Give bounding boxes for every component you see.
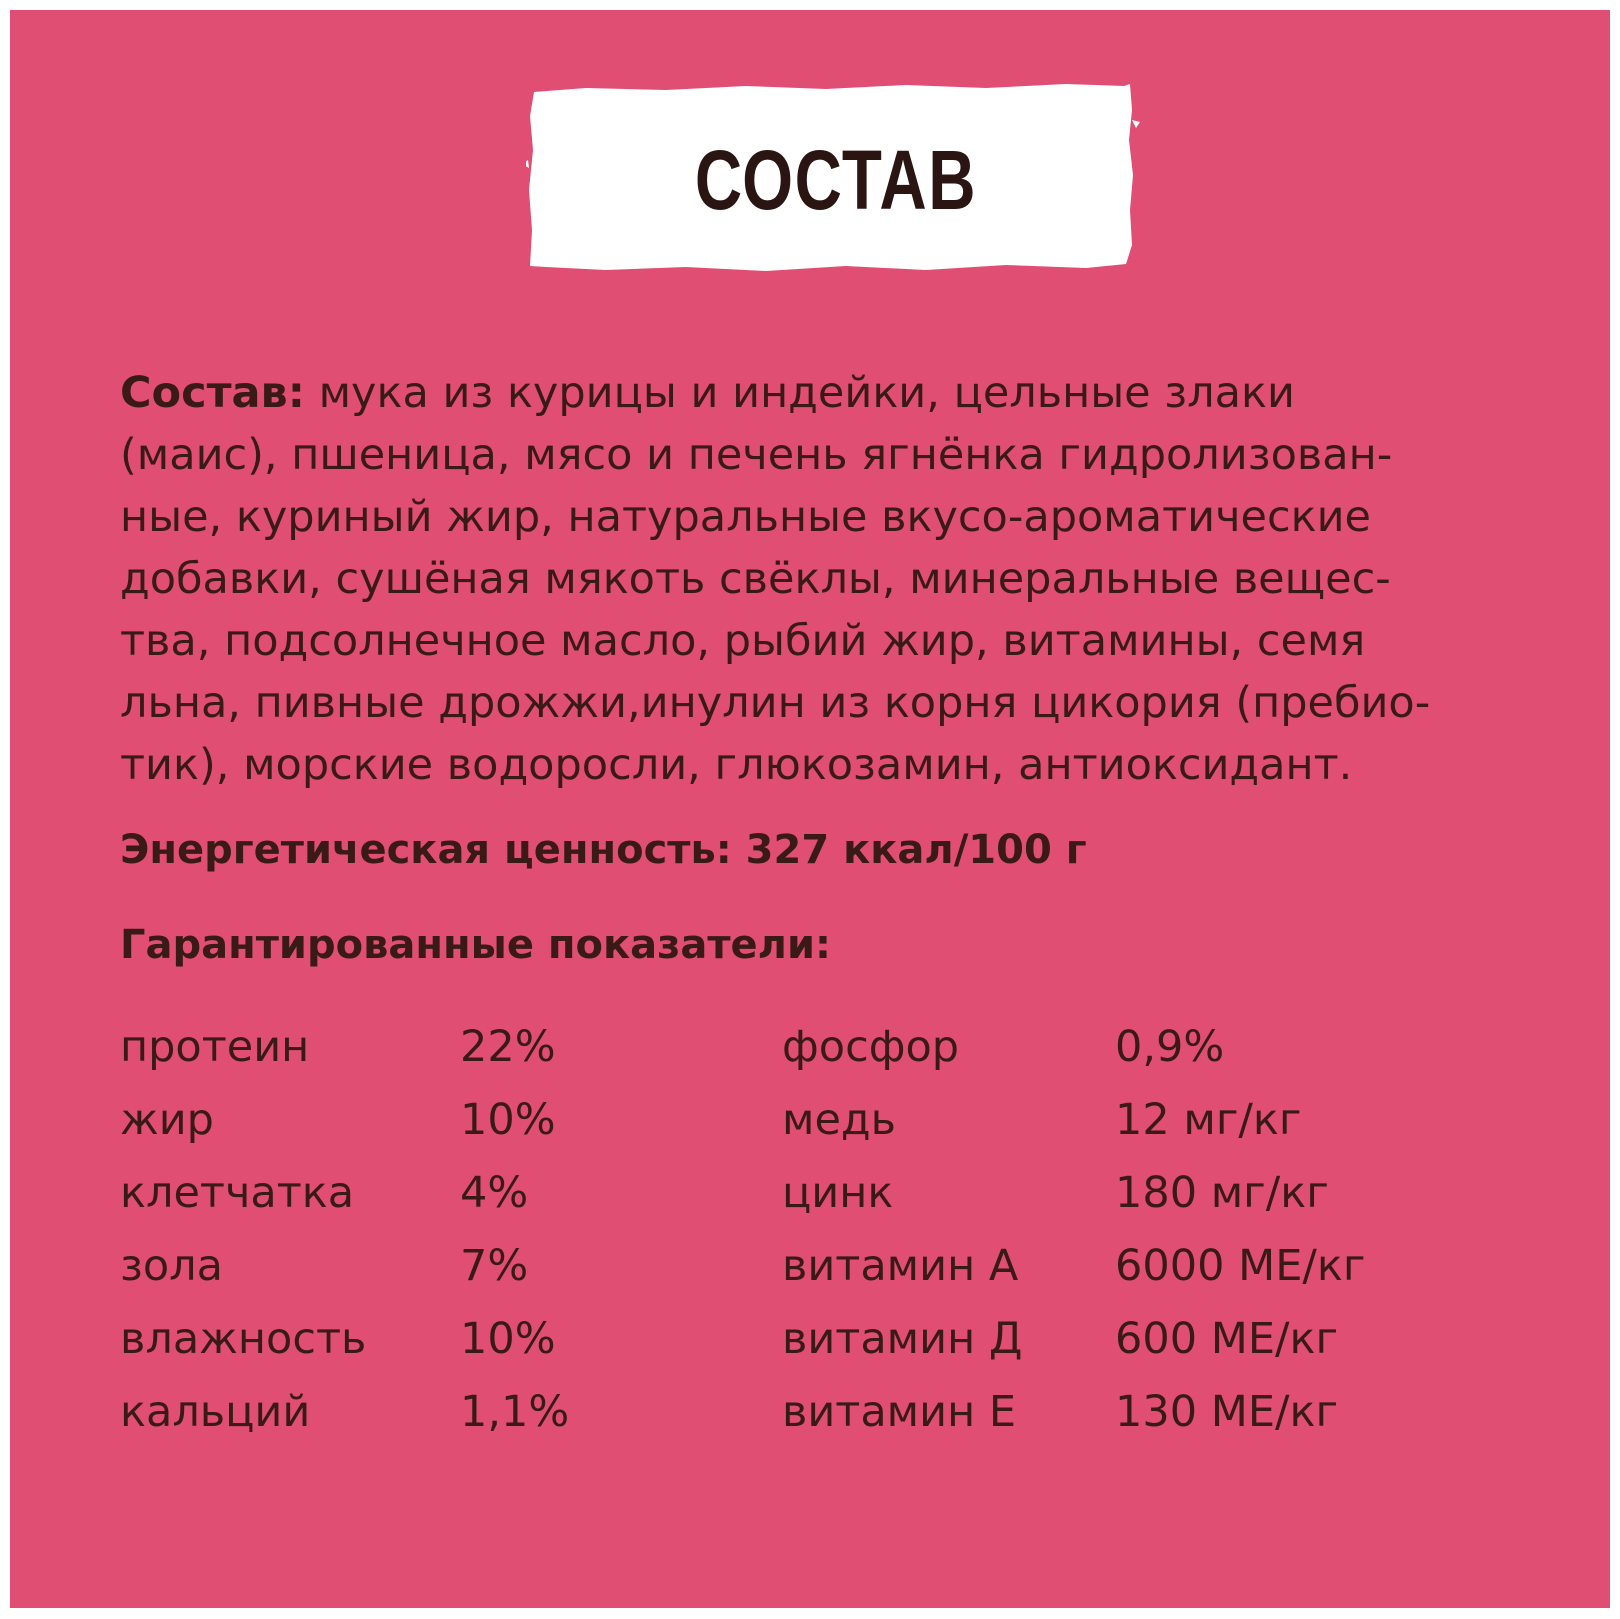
composition-paragraph [120, 362, 1540, 796]
composition-label: Состав: [120, 368, 305, 418]
indicator-value: 22% [460, 1022, 556, 1072]
indicator-name: цинк [782, 1168, 894, 1218]
indicator-row [120, 1376, 1540, 1449]
indicator-name: зола [120, 1241, 224, 1291]
indicator-row [120, 1303, 1540, 1376]
indicator-value: 6000 МЕ/кг [1115, 1241, 1366, 1291]
indicator-name: витамин Д [782, 1314, 1023, 1364]
indicator-value: 10% [460, 1095, 556, 1145]
indicator-value: 12 мг/кг [1115, 1095, 1302, 1145]
indicator-row [120, 1157, 1540, 1230]
composition-line [120, 362, 1540, 424]
indicator-name: кальций [120, 1387, 311, 1437]
page-title: СОСТАВ [694, 132, 978, 227]
indicators-table [120, 1011, 1540, 1449]
indicator-value: 130 МЕ/кг [1115, 1387, 1339, 1437]
indicator-row [120, 1084, 1540, 1157]
composition-line: тик), морские водоросли, глюкозамин, антиоксидант. [120, 740, 1353, 790]
composition-line: ные, куриный жир, натуральные вкусо-ароматические [120, 492, 1371, 542]
indicator-name: медь [782, 1095, 896, 1145]
indicator-value: 7% [460, 1241, 529, 1291]
indicator-row [120, 1011, 1540, 1084]
title-banner [526, 80, 1146, 280]
composition-line: тва, подсолнечное масло, рыбий жир, витамины, семя [120, 616, 1366, 666]
composition-line: (маис), пшеница, мясо и печень ягнёнка гидролизован- [120, 430, 1393, 480]
indicator-name: протеин [120, 1022, 310, 1072]
indicator-name: жир [120, 1095, 214, 1145]
indicator-name: фосфор [782, 1022, 960, 1072]
indicator-value: 4% [460, 1168, 529, 1218]
indicator-value: 1,1% [460, 1387, 570, 1437]
indicator-name: витамин Е [782, 1387, 1017, 1437]
composition-line: добавки, сушёная мякоть свёклы, минеральные вещес- [120, 554, 1391, 604]
indicator-value: 180 мг/кг [1115, 1168, 1329, 1218]
composition-line: льна, пивные дрожжи,инулин из корня цикория (пребио- [120, 678, 1431, 728]
indicator-name: клетчатка [120, 1168, 355, 1218]
product-info-panel [10, 10, 1610, 1608]
composition-text: мука из курицы и индейки, цельные злаки [304, 368, 1295, 418]
guaranteed-indicators-heading: Гарантированные показатели: [120, 922, 831, 968]
indicator-value: 600 МЕ/кг [1115, 1314, 1339, 1364]
indicator-value: 0,9% [1115, 1022, 1225, 1072]
indicator-value: 10% [460, 1314, 556, 1364]
indicator-row [120, 1230, 1540, 1303]
indicator-name: витамин А [782, 1241, 1019, 1291]
energy-value: Энергетическая ценность: 327 ккал/100 г [120, 827, 1087, 873]
indicator-name: влажность [120, 1314, 367, 1364]
